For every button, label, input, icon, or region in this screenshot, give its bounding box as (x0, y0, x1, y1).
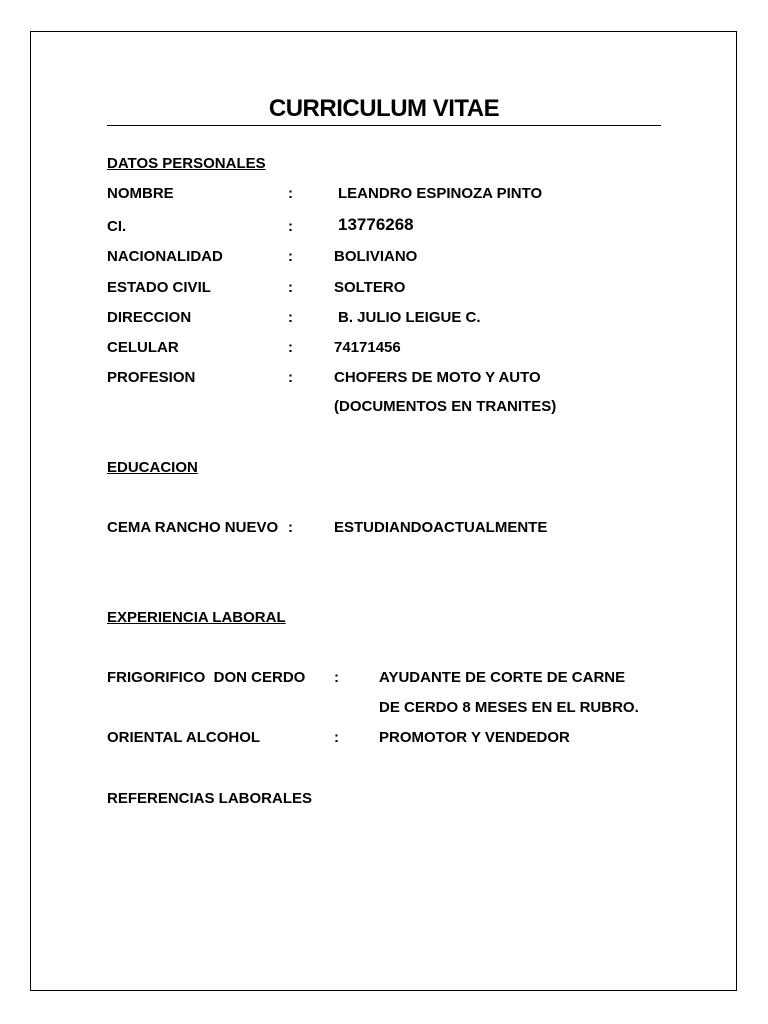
separator-colon: : (288, 339, 293, 356)
document-title: CURRICULUM VITAE (268, 95, 500, 122)
label-profesion: PROFESION (107, 369, 196, 386)
value-job-oriental-alcohol: PROMOTOR Y VENDEDOR (379, 729, 570, 746)
value-direccion: B. JULIO LEIGUE C. (338, 309, 481, 326)
section-heading-educacion: EDUCACION (107, 459, 198, 476)
value-job-frigorifico-line2: DE CERDO 8 MESES EN EL RUBRO. (379, 699, 639, 716)
title-underline (107, 125, 661, 126)
value-nacionalidad: BOLIVIANO (334, 248, 418, 265)
value-school: ESTUDIANDOACTUALMENTE (334, 519, 548, 536)
value-ci: 13776268 (338, 215, 414, 234)
separator-colon: : (288, 185, 293, 202)
value-profesion-line2: (DOCUMENTOS EN TRANITES) (334, 398, 557, 415)
label-job-oriental-alcohol: ORIENTAL ALCOHOL (107, 729, 261, 746)
section-heading-experiencia-laboral: EXPERIENCIA LABORAL (107, 609, 286, 626)
value-nombre: LEANDRO ESPINOZA PINTO (338, 185, 543, 202)
separator-colon: : (288, 309, 293, 326)
separator-colon: : (334, 729, 339, 746)
separator-colon: : (288, 248, 293, 265)
label-estado-civil: ESTADO CIVIL (107, 279, 211, 296)
page-border (30, 31, 737, 991)
label-direccion: DIRECCION (107, 309, 192, 326)
label-school: CEMA RANCHO NUEVO (107, 519, 279, 536)
separator-colon: : (288, 218, 293, 235)
value-estado-civil: SOLTERO (334, 279, 406, 296)
section-heading-referencias-laborales: REFERENCIAS LABORALES (107, 790, 313, 807)
label-job-frigorifico: FRIGORIFICO DON CERDO (107, 669, 306, 686)
separator-colon: : (288, 519, 293, 536)
label-ci: CI. (107, 218, 127, 235)
label-nacionalidad: NACIONALIDAD (107, 248, 223, 265)
value-job-frigorifico-line1: AYUDANTE DE CORTE DE CARNE (379, 669, 626, 686)
label-celular: CELULAR (107, 339, 179, 356)
separator-colon: : (334, 669, 339, 686)
section-heading-datos-personales: DATOS PERSONALES (107, 155, 266, 172)
separator-colon: : (288, 279, 293, 296)
label-nombre: NOMBRE (107, 185, 174, 202)
value-profesion-line1: CHOFERS DE MOTO Y AUTO (334, 369, 541, 386)
separator-colon: : (288, 369, 293, 386)
value-celular: 74171456 (334, 339, 401, 356)
